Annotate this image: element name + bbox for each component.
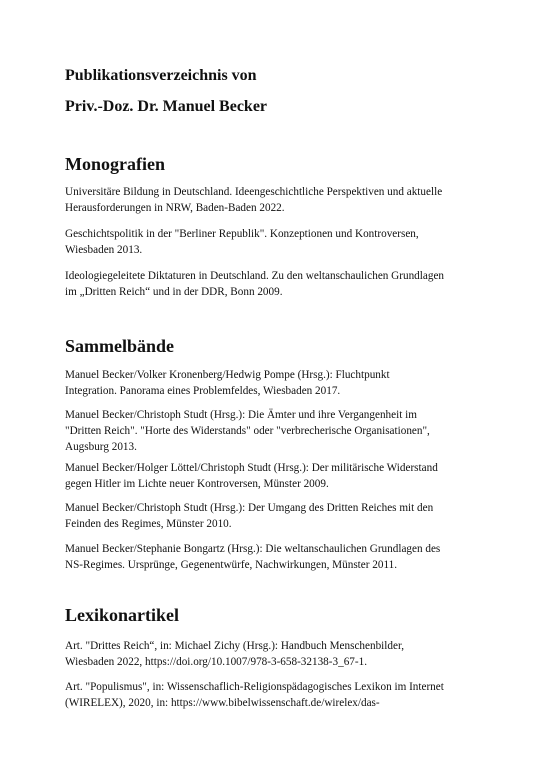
list-item <box>65 679 485 711</box>
list-item <box>65 460 485 492</box>
entry-line: Art. "Drittes Reich“, in: Michael Zichy (Hrsg.): Handbuch Menschenbilder, <box>65 640 405 652</box>
entry-line: Manuel Becker/Stephanie Bongartz (Hrsg.): Die weltanschaulichen Grundlagen des <box>65 543 441 555</box>
entry-line: Manuel Becker/Holger Löttel/Christoph Studt (Hrsg.): Der militärische Widerstand <box>65 462 438 474</box>
section-heading-sammelbaende: Sammelbände <box>65 336 175 356</box>
entry-line: Universitäre Bildung in Deutschland. Ideengeschichtliche Perspektiven und aktuelle <box>65 186 443 198</box>
entry-line: Geschichtspolitik in der "Berliner Republik". Konzeptionen und Kontroversen, <box>65 228 419 240</box>
entry-line: Integration. Panorama eines Problemfeldes, Wiesbaden 2017. <box>65 385 341 397</box>
entry-line: NS-Regimes. Ursprünge, Gegenentwürfe, Nachwirkungen, Münster 2011. <box>65 559 398 571</box>
list-item <box>65 184 485 216</box>
list-item <box>65 226 485 258</box>
list-item <box>65 268 485 300</box>
entry-line: "Dritten Reich". "Horte des Widerstands" oder "verbrecherische Organisationen", <box>65 425 430 437</box>
entry-line: Augsburg 2013. <box>65 441 137 453</box>
document-title-line-1: Publikationsverzeichnis von <box>65 67 257 84</box>
list-item <box>65 407 485 455</box>
section-heading-monografien: Monografien <box>65 154 165 174</box>
list-item <box>65 367 485 399</box>
entry-line: Manuel Becker/Christoph Studt (Hrsg.): Der Umgang des Dritten Reiches mit den <box>65 502 434 514</box>
entry-line: Art. "Populismus", in: Wissenschaflich-Religionspädagogisches Lexikon im Internet <box>65 681 444 693</box>
document-title-line-2: Priv.-Doz. Dr. Manuel Becker <box>65 98 268 115</box>
list-item <box>65 500 485 532</box>
list-item <box>65 541 485 573</box>
entry-line: Wiesbaden 2013. <box>65 244 143 256</box>
entry-line: gegen Hitler im Lichte neuer Kontroversen, Münster 2009. <box>65 478 329 490</box>
entry-line: Herausforderungen in NRW, Baden-Baden 2022. <box>65 202 285 214</box>
entry-line: Manuel Becker/Christoph Studt (Hrsg.): Die Ämter und ihre Vergangenheit im <box>65 409 417 421</box>
entry-line: Manuel Becker/Volker Kronenberg/Hedwig Pompe (Hrsg.): Fluchtpunkt <box>65 369 390 381</box>
entry-line: Feinden des Regimes, Münster 2010. <box>65 518 232 530</box>
entry-line: im „Dritten Reich“ und in der DDR, Bonn 2009. <box>65 286 283 298</box>
entry-line: Wiesbaden 2022, https://doi.org/10.1007/978-3-658-32138-3_67-1. <box>65 656 367 668</box>
entry-line: Ideologiegeleitete Diktaturen in Deutschland. Zu den weltanschaulichen Grundlagen <box>65 270 444 282</box>
section-heading-lexikonartikel: Lexikonartikel <box>65 605 180 625</box>
list-item <box>65 638 485 670</box>
entry-line: (WIRELEX), 2020, in: https://www.bibelwissenschaft.de/wirelex/das- <box>65 697 380 709</box>
